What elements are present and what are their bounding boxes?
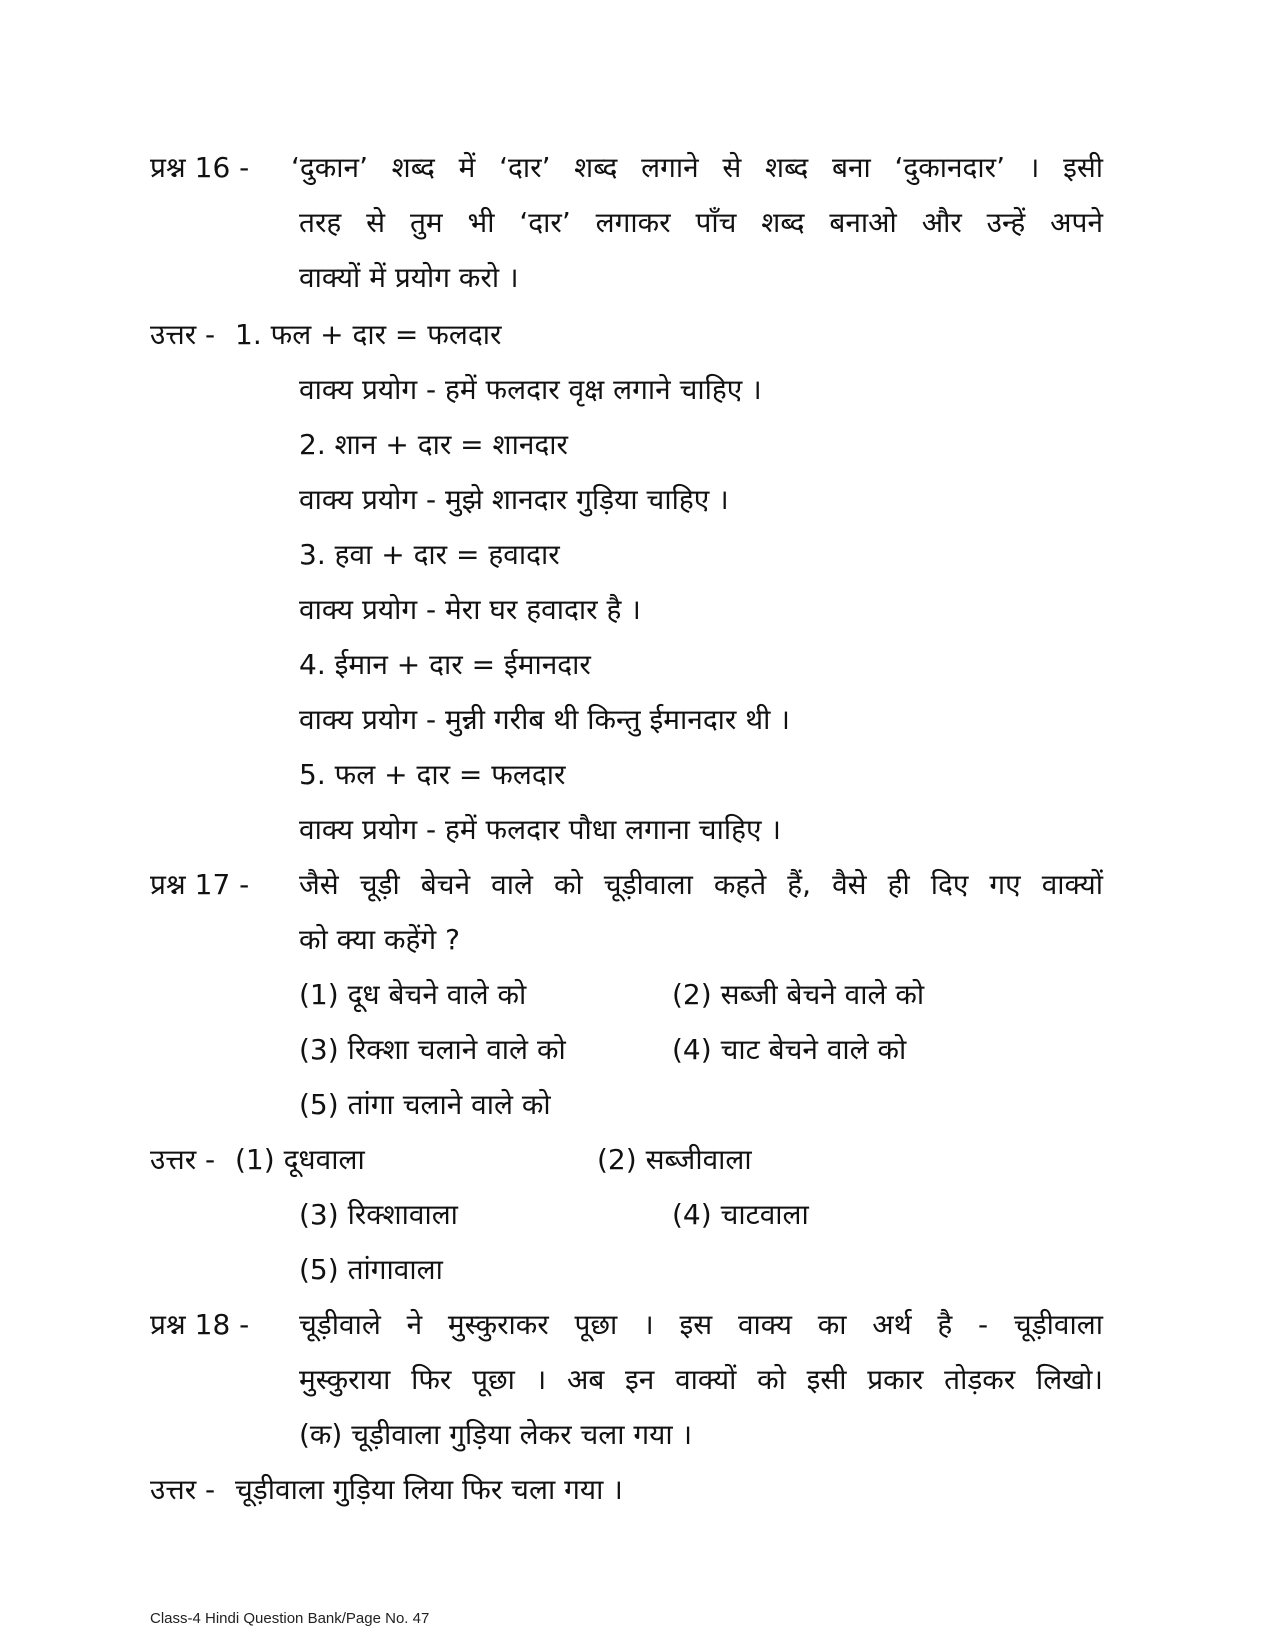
answer-17-item-1: (1) दूधवाला	[235, 1143, 365, 1176]
question-17-text-line-2: को क्या कहेंगे ?	[299, 923, 460, 956]
question-16-label: प्रश्न 16 -	[150, 151, 250, 184]
page-footer: Class-4 Hindi Question Bank/Page No. 47	[150, 1610, 430, 1627]
answer-16-word-5: 5. फल + दार = फलदार	[299, 758, 566, 791]
answer-18-label: उत्तर -	[150, 1473, 216, 1506]
answer-16-sentence-2: वाक्य प्रयोग - मुझे शानदार गुड़िया चाहिए ।	[299, 483, 729, 516]
answer-16-word-4: 4. ईमान + दार = ईमानदार	[299, 648, 591, 681]
question-18-label: प्रश्न 18 -	[150, 1308, 250, 1341]
answer-16-sentence-3: वाक्य प्रयोग - मेरा घर हवादार है ।	[299, 593, 641, 626]
answer-17-item-4: (4) चाटवाला	[672, 1198, 809, 1231]
question-18-text-line-1: चूड़ीवाले ने मुस्कुराकर पूछा । इस वाक्य का अर्थ है - चूड़ीवाला	[299, 1308, 1103, 1341]
answer-16-sentence-4: वाक्य प्रयोग - मुन्नी गरीब थी किन्तु ईमानदार थी ।	[299, 703, 790, 736]
question-17-label: प्रश्न 17 -	[150, 868, 250, 901]
question-17-option-4: (4) चाट बेचने वाले को	[672, 1033, 907, 1066]
question-16-text-line-1: ‘दुकान’ शब्द में ‘दार’ शब्द लगाने से शब्द बना ‘दुकानदार’ । इसी	[291, 151, 1103, 184]
answer-16-word-3: 3. हवा + दार = हवादार	[299, 538, 560, 571]
answer-16-sentence-5: वाक्य प्रयोग - हमें फलदार पौधा लगाना चाहिए ।	[299, 813, 781, 846]
answer-16-sentence-1: वाक्य प्रयोग - हमें फलदार वृक्ष लगाने चाहिए ।	[299, 373, 762, 406]
answer-17-item-3: (3) रिक्शावाला	[299, 1198, 458, 1231]
question-17-option-2: (2) सब्जी बेचने वाले को	[672, 978, 925, 1011]
answer-17-label: उत्तर -	[150, 1143, 216, 1176]
question-17-option-5: (5) तांगा चलाने वाले को	[299, 1088, 551, 1121]
answer-16-word-2: 2. शान + दार = शानदार	[299, 428, 568, 461]
question-17-option-3: (3) रिक्शा चलाने वाले को	[299, 1033, 566, 1066]
answer-16-word-1: 1. फल + दार = फलदार	[235, 318, 502, 351]
answer-17-item-5: (5) तांगावाला	[299, 1253, 443, 1286]
question-17-option-1: (1) दूध बेचने वाले को	[299, 978, 527, 1011]
answer-18-text: चूड़ीवाला गुड़िया लिया फिर चला गया ।	[235, 1473, 623, 1506]
question-16-text-line-2: तरह से तुम भी ‘दार’ लगाकर पाँच शब्द बनाओ और उन्हें अपने	[299, 206, 1103, 239]
answer-16-label: उत्तर -	[150, 318, 216, 351]
question-17-text-line-1: जैसे चूड़ी बेचने वाले को चूड़ीवाला कहते हैं, वैसे ही दिए गए वाक्यों	[299, 868, 1103, 901]
answer-17-item-2: (2) सब्जीवाला	[597, 1143, 752, 1176]
question-18-text-line-3: (क) चूड़ीवाला गुड़िया लेकर चला गया ।	[299, 1418, 693, 1451]
question-16-text-line-3: वाक्यों में प्रयोग करो ।	[299, 261, 519, 294]
question-18-text-line-2: मुस्कुराया फिर पूछा । अब इन वाक्यों को इसी प्रकार तोड़कर लिखो।	[299, 1363, 1103, 1396]
